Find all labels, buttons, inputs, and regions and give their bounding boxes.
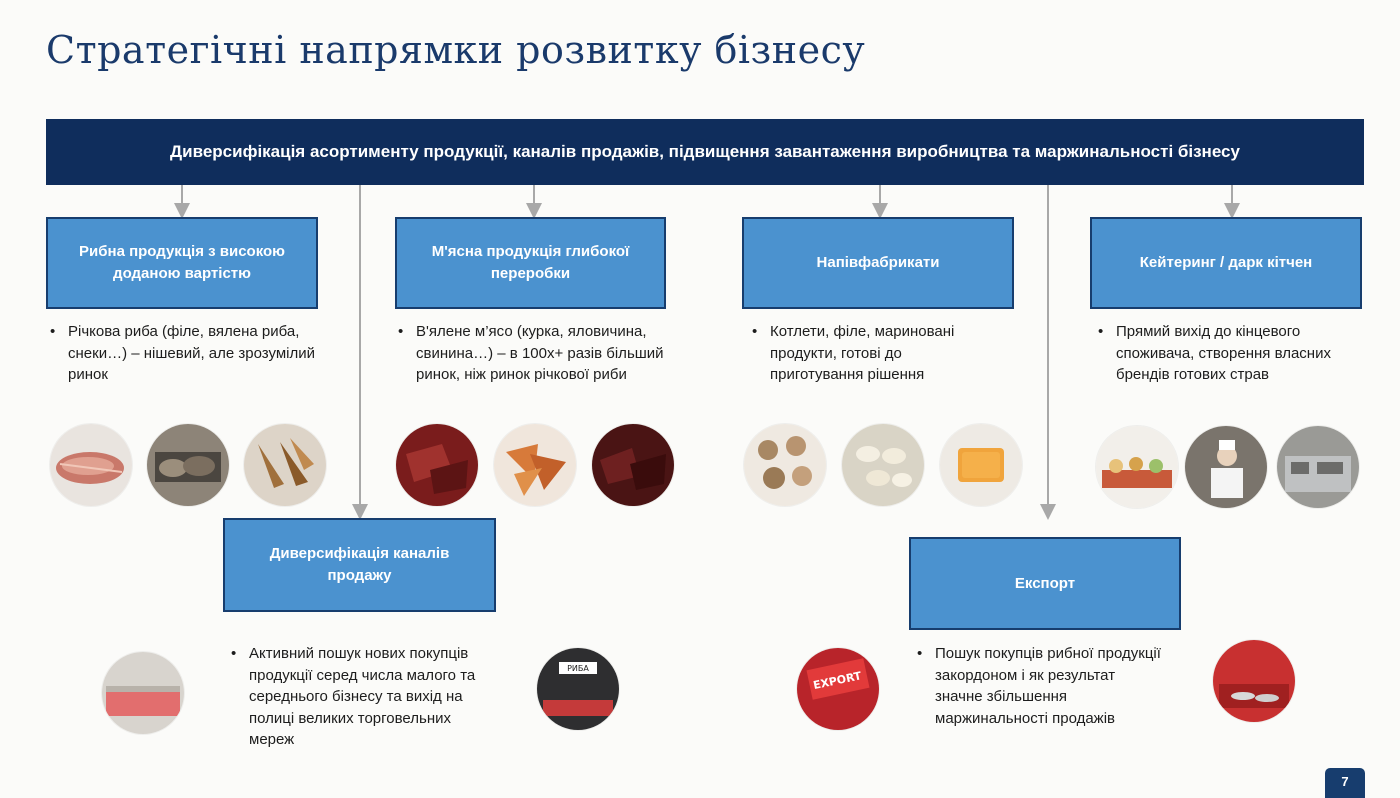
kitchen-photo — [1277, 426, 1359, 508]
dried-fish-photo — [147, 424, 229, 506]
dumplings-photo — [842, 424, 924, 506]
marinated-fillet-photo — [940, 424, 1022, 506]
strategy-banner: Диверсифікація асортименту продукції, каналів продажів, підвищення завантаження виробництва та маржинальності бізнесу — [46, 119, 1364, 185]
direction-export-box: Експорт — [909, 537, 1181, 630]
catering-bullet: • Прямий вихід до кінцевого споживача, створення власних брендів готових страв — [1096, 321, 1364, 386]
export-sign-photo — [797, 648, 879, 730]
export-sign-text: EXPORT — [812, 669, 863, 693]
slide-title: Стратегічні напрямки розвитку бізнесу — [46, 28, 866, 72]
direction-channels-box: Диверсифікація каналів продажу — [223, 518, 496, 612]
meat-bullet: • В'ялене м’ясо (курка, яловичина, свинина…) – в 100х+ разів більший ринок, ніж ринок річкової риби — [396, 321, 688, 386]
chef-photo — [1185, 426, 1267, 508]
fish-snack-photo — [244, 424, 326, 506]
fish-fillet-photo — [50, 424, 132, 506]
direction-catering-box: Кейтеринг / дарк кітчен — [1090, 217, 1362, 309]
retail-counter-photo — [102, 652, 184, 734]
catering-buffet-photo — [1096, 426, 1178, 508]
fish-processing-photo — [1213, 640, 1295, 722]
jerky-chicken-photo — [494, 424, 576, 506]
fish-bullet: • Річкова риба (філе, вялена риба, снеки…) – нішевий, але зрозумілий ринок — [48, 321, 318, 386]
channels-bullet: • Активний пошук нових покупців продукції серед числа малого та середнього бізнесу та вихід на полиці великих торговельних мереж — [229, 643, 499, 751]
direction-meat-box: М'ясна продукція глибокої переробки — [395, 217, 666, 309]
direction-semifinished-box: Напівфабрикати — [742, 217, 1014, 309]
export-bullet: • Пошук покупців рибної продукції закордоном і як результат значне збільшення маржинальності продажів — [915, 643, 1165, 729]
jerky-pork-photo — [592, 424, 674, 506]
semifinished-bullet: • Котлети, філе, мариновані продукти, готові до приготування рішення — [750, 321, 990, 386]
page-number-badge: 7 — [1325, 768, 1365, 798]
shop-sign-text: РИБА — [567, 664, 589, 673]
direction-fish-box: Рибна продукція з високою доданою вартістю — [46, 217, 318, 309]
fish-shop-photo — [537, 648, 619, 730]
cutlets-photo — [744, 424, 826, 506]
jerky-beef-photo — [396, 424, 478, 506]
